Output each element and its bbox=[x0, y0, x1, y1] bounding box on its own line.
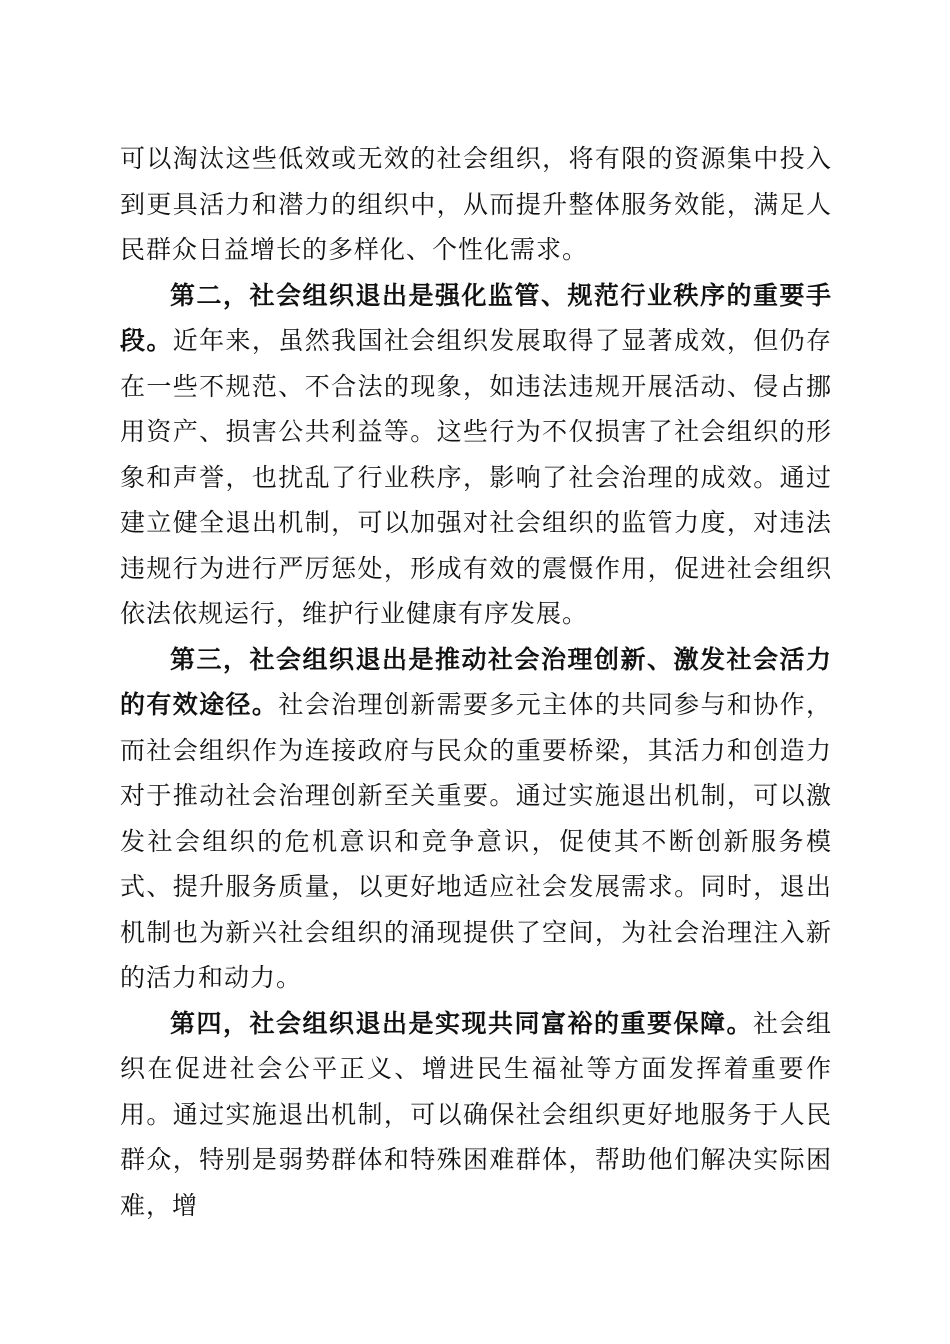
paragraph-1 bbox=[120, 136, 832, 273]
paragraph-3 bbox=[120, 637, 832, 1001]
paragraph-3-text: 社会治理创新需要多元主体的共同参与和协作，而社会组织作为连接政府与民众的重要桥梁，其活力和创造力对于推动社会治理创新至关重要。通过实施退出机制，可以激发社会组织的危机意识和竞争意识，促使其不断创新服务模式、提升服务质量，以更好地适应社会发展需求。同时，退出机制也为新兴社会组织的涌现提供了空间，为社会治理注入新的活力和动力。 bbox=[120, 690, 832, 992]
paragraph-2-text: 近年来，虽然我国社会组织发展取得了显著成效，但仍存在一些不规范、不合法的现象，如违法违规开展活动、侵占挪用资产、损害公共利益等。这些行为不仅损害了社会组织的形象和声誉，也扰乱了行业秩序，影响了社会治理的成效。通过建立健全退出机制，可以加强对社会组织的监管力度，对违法违规行为进行严厉惩处，形成有效的震慑作用，促进社会组织依法依规运行，维护行业健康有序发展。 bbox=[120, 326, 832, 628]
paragraph-2 bbox=[120, 273, 832, 637]
document-body bbox=[120, 136, 832, 1228]
paragraph-4-text: 社会组织在促进社会公平正义、增进民生福祉等方面发挥着重要作用。通过实施退出机制，可以确保社会组织更好地服务于人民群众，特别是弱势群体和特殊困难群体，帮助他们解决实际困难，增 bbox=[120, 1008, 832, 1220]
paragraph-2-lead: 第二，社会组织退出是强化监管、规范行业秩序的重要手段。 bbox=[120, 280, 832, 355]
paragraph-1-text: 可以淘汰这些低效或无效的社会组织，将有限的资源集中投入到更具活力和潜力的组织中，从而提升整体服务效能，满足人民群众日益增长的多样化、个性化需求。 bbox=[120, 144, 832, 264]
paragraph-4-lead: 第四，社会组织退出是实现共同富裕的重要保障。 bbox=[170, 1008, 753, 1038]
paragraph-4 bbox=[120, 1001, 832, 1229]
paragraph-3-lead: 第三，社会组织退出是推动社会治理创新、激发社会活力的有效途径。 bbox=[120, 644, 832, 719]
